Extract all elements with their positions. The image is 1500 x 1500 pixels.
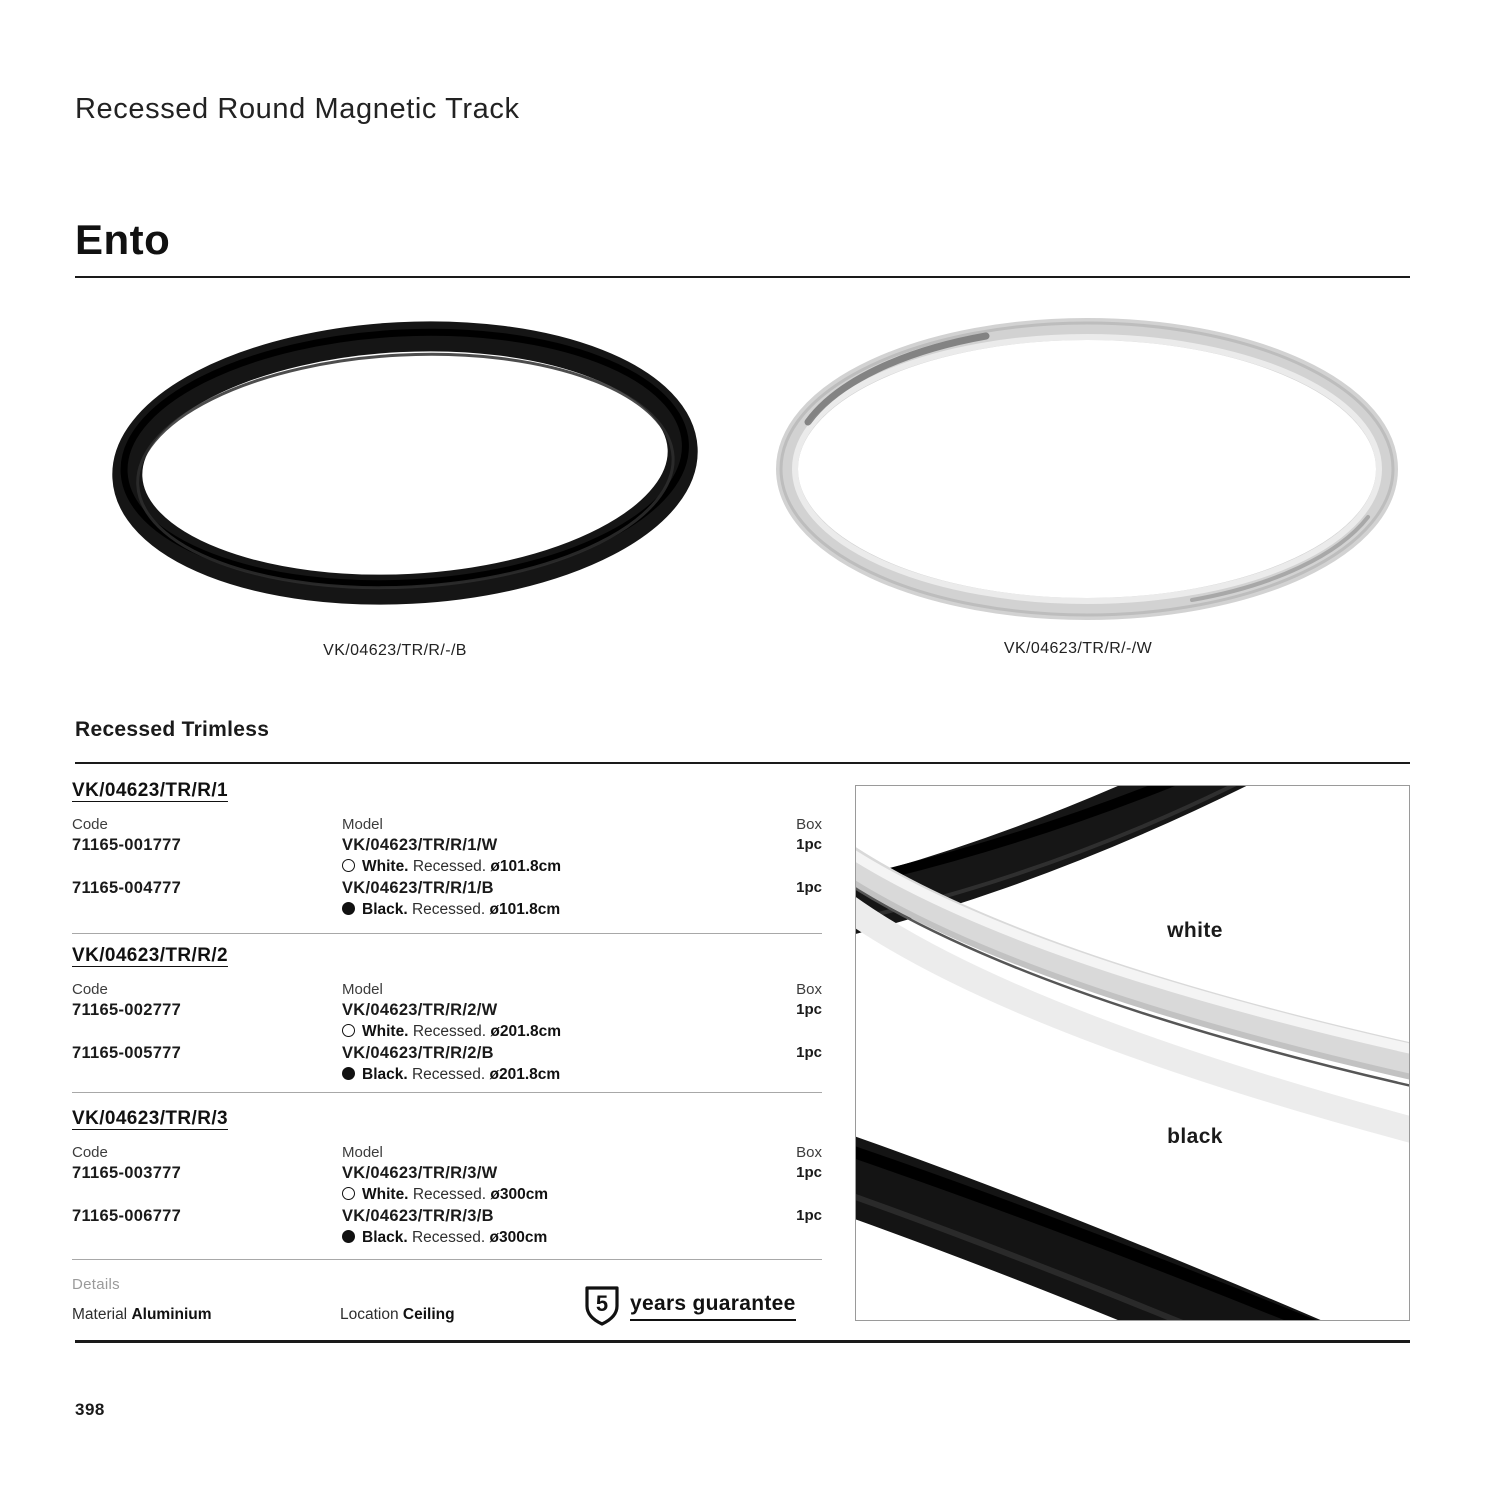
page-title: Ento xyxy=(75,216,171,263)
location-value: Ceiling xyxy=(402,1306,455,1323)
material-value: Aluminium xyxy=(131,1306,212,1323)
rings-photo xyxy=(856,786,1409,1320)
shield-icon xyxy=(583,1284,621,1328)
product-group-2 xyxy=(72,945,822,1092)
box-qty: 1pc xyxy=(796,836,822,853)
product-description xyxy=(342,1023,561,1041)
black-option-label: black xyxy=(1167,1125,1223,1148)
box-qty: 1pc xyxy=(796,1044,822,1061)
black-color-swatch xyxy=(342,1230,355,1243)
group-separator xyxy=(72,933,822,934)
section-divider xyxy=(75,762,1410,764)
caption-white-variant: VK/04623/TR/R/-/W xyxy=(1003,640,1153,657)
col-box: Box xyxy=(796,1144,822,1161)
color-name: Black. xyxy=(362,901,408,918)
white-option-label: white xyxy=(1167,919,1223,942)
details-label: Details xyxy=(72,1276,120,1293)
color-name: White. xyxy=(362,858,409,875)
caption-black-variant: VK/04623/TR/R/-/B xyxy=(323,642,467,659)
col-model: Model xyxy=(342,1144,383,1161)
product-description xyxy=(342,901,560,919)
col-code: Code xyxy=(72,816,108,833)
color-name: Black. xyxy=(362,1066,408,1083)
details-separator xyxy=(72,1259,822,1260)
product-model: VK/04623/TR/R/1/B xyxy=(342,879,494,897)
white-color-swatch xyxy=(342,1024,355,1037)
product-photo-white-ring xyxy=(772,312,1408,627)
group-separator xyxy=(72,1092,822,1093)
product-description xyxy=(342,1229,547,1247)
diameter: ø300cm xyxy=(489,1229,548,1246)
black-color-swatch xyxy=(342,902,355,915)
finish: Recessed. xyxy=(412,1186,487,1203)
product-model: VK/04623/TR/R/3/B xyxy=(342,1207,494,1225)
finish: Recessed. xyxy=(411,901,486,918)
product-model: VK/04623/TR/R/1/W xyxy=(342,836,498,854)
product-model: VK/04623/TR/R/2/W xyxy=(342,1001,498,1019)
material-label: Material xyxy=(72,1306,128,1323)
section-title: Recessed Trimless xyxy=(75,718,270,741)
box-qty: 1pc xyxy=(796,1207,822,1224)
diameter: ø101.8cm xyxy=(489,901,561,918)
col-code: Code xyxy=(72,981,108,998)
page-category: Recessed Round Magnetic Track xyxy=(75,93,520,125)
box-qty: 1pc xyxy=(796,879,822,896)
col-box: Box xyxy=(796,981,822,998)
finish: Recessed. xyxy=(412,858,487,875)
col-model: Model xyxy=(342,981,383,998)
white-color-swatch xyxy=(342,859,355,872)
product-code: 71165-006777 xyxy=(72,1207,182,1225)
product-model: VK/04623/TR/R/3/W xyxy=(342,1164,498,1182)
page-number: 398 xyxy=(75,1400,105,1419)
product-code: 71165-001777 xyxy=(72,836,182,854)
bottom-rule xyxy=(75,1340,1410,1343)
white-color-swatch xyxy=(342,1187,355,1200)
product-photo-black-ring xyxy=(95,315,725,620)
box-qty: 1pc xyxy=(796,1001,822,1018)
box-qty: 1pc xyxy=(796,1164,822,1181)
col-box: Box xyxy=(796,816,822,833)
finish: Recessed. xyxy=(411,1229,486,1246)
color-options-panel xyxy=(855,785,1410,1321)
product-code: 71165-002777 xyxy=(72,1001,182,1019)
svg-text:5: 5 xyxy=(595,1291,609,1316)
product-model: VK/04623/TR/R/2/B xyxy=(342,1044,494,1062)
product-code: 71165-005777 xyxy=(72,1044,182,1062)
finish: Recessed. xyxy=(412,1023,487,1040)
location-detail xyxy=(340,1306,455,1324)
black-ring-image xyxy=(95,315,725,615)
product-description xyxy=(342,1066,560,1084)
color-name: White. xyxy=(362,1186,409,1203)
product-group-3 xyxy=(72,1108,822,1259)
model-family-heading[interactable]: VK/04623/TR/R/1 xyxy=(72,780,228,801)
location-label: Location xyxy=(340,1306,399,1323)
diameter: ø201.8cm xyxy=(489,1066,561,1083)
diameter: ø201.8cm xyxy=(490,1023,562,1040)
color-name: Black. xyxy=(362,1229,408,1246)
white-ring-image xyxy=(772,312,1408,622)
material-detail xyxy=(72,1306,212,1324)
guarantee-badge xyxy=(583,1284,796,1328)
guarantee-text: years guarantee xyxy=(630,1292,796,1321)
color-name: White. xyxy=(362,1023,409,1040)
product-description xyxy=(342,858,561,876)
col-code: Code xyxy=(72,1144,108,1161)
product-description xyxy=(342,1186,548,1204)
product-code: 71165-004777 xyxy=(72,879,182,897)
finish: Recessed. xyxy=(411,1066,486,1083)
model-family-heading[interactable]: VK/04623/TR/R/2 xyxy=(72,945,228,966)
diameter: ø101.8cm xyxy=(490,858,562,875)
title-divider xyxy=(75,276,1410,278)
product-code: 71165-003777 xyxy=(72,1164,182,1182)
col-model: Model xyxy=(342,816,383,833)
black-color-swatch xyxy=(342,1067,355,1080)
diameter: ø300cm xyxy=(490,1186,549,1203)
model-family-heading[interactable]: VK/04623/TR/R/3 xyxy=(72,1108,228,1129)
product-group-1 xyxy=(72,780,822,933)
